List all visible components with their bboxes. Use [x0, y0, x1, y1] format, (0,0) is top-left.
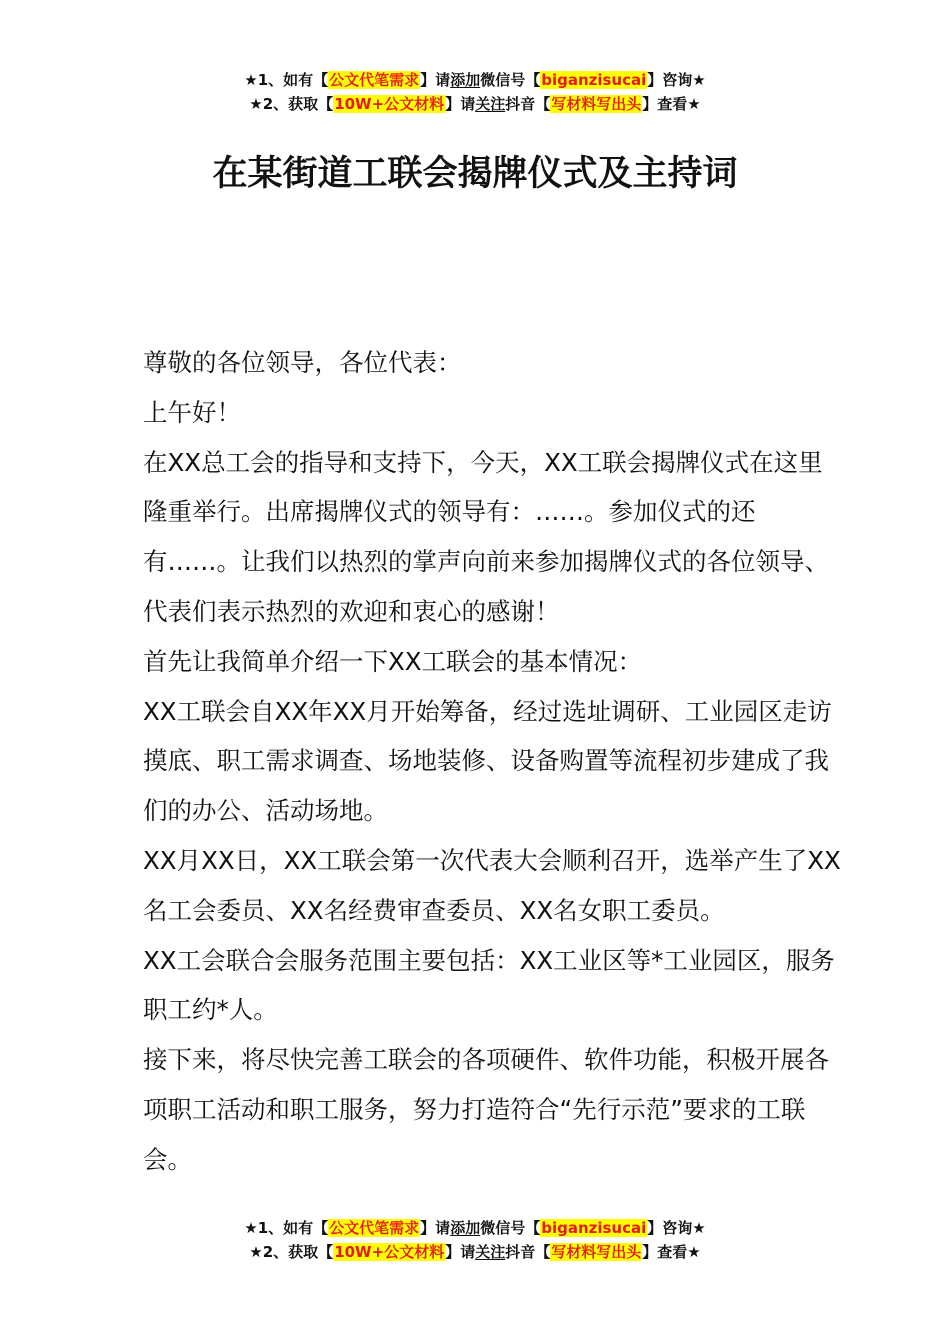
promo-underlined: 关注: [475, 1243, 506, 1261]
promo-line-2: [0, 92, 950, 116]
promo-text: 】请: [445, 95, 476, 113]
promo-underlined: 添加: [450, 71, 481, 89]
paragraph: 首先让我简单介绍一下XX工联会的基本情况：: [143, 646, 643, 676]
promo-text: 】咨询★: [647, 1219, 706, 1237]
promo-underlined: 关注: [475, 95, 506, 113]
promo-text: 抖音【: [505, 95, 551, 113]
document-title: 在某街道工联会揭牌仪式及主持词: [212, 154, 738, 194]
promo-text: 】请: [420, 71, 451, 89]
promo-text: ★2、获取【: [249, 95, 334, 113]
promo-text: ★2、获取【: [249, 1243, 334, 1261]
promo-text: 】查看★: [642, 95, 701, 113]
promo-text: 微信号【: [480, 1219, 541, 1237]
promo-highlight: 写材料写出头: [551, 95, 642, 113]
promo-banner-bottom: [0, 1216, 950, 1264]
promo-text: 微信号【: [480, 71, 541, 89]
promo-banner-top: [0, 68, 950, 116]
paragraph: 接下来，将尽快完善工联会的各项硬件、软件功能，积极开展各项职工活动和职工服务，努力打造符合“先行示范”要求的工联会。: [143, 1045, 829, 1174]
promo-text: 】请: [445, 1243, 476, 1261]
promo-highlight: 10W+公文材料: [334, 95, 445, 113]
document-body: [143, 338, 843, 1185]
promo-text: ★1、如有【: [244, 71, 329, 89]
promo-highlight: biganzisucai: [541, 71, 647, 89]
promo-text: 】咨询★: [647, 71, 706, 89]
paragraph: 尊敬的各位领导，各位代表：: [143, 348, 462, 377]
promo-text: ★1、如有【: [244, 1219, 329, 1237]
promo-highlight: 公文代笔需求: [329, 1219, 420, 1237]
promo-text: 】查看★: [642, 1243, 701, 1261]
promo-highlight: 公文代笔需求: [329, 71, 420, 89]
promo-highlight: biganzisucai: [541, 1219, 647, 1237]
promo-text: 】请: [420, 1219, 451, 1237]
promo-highlight: 10W+公文材料: [334, 1243, 445, 1261]
paragraph: XX工会联合会服务范围主要包括：XX工业区等*工业园区，服务职工约*人。: [143, 945, 835, 1025]
promo-text: 抖音【: [505, 1243, 551, 1261]
promo-highlight: 写材料写出头: [551, 1243, 642, 1261]
paragraph: XX月XX日，XX工联会第一次代表大会顺利召开，选举产生了XX名工会委员、XX名经费审查委员、XX名女职工委员。: [143, 845, 841, 925]
promo-line-2: [0, 1240, 950, 1264]
paragraph: 上午好！: [143, 397, 241, 427]
paragraph: 在XX总工会的指导和支持下，今天，XX工联会揭牌仪式在这里隆重举行。出席揭牌仪式的领导有：……。参加仪式的还有……。让我们以热烈的掌声向前来参加揭牌仪式的各位领导、代表们表示热烈的欢迎和衷心的感谢！: [143, 447, 829, 626]
promo-underlined: 添加: [450, 1219, 481, 1237]
promo-line-1: [0, 1216, 950, 1240]
promo-line-1: [0, 68, 950, 92]
paragraph: XX工联会自XX年XX月开始筹备，经过选址调研、工业园区走访摸底、职工需求调查、场地装修、设备购置等流程初步建成了我们的办公、活动场地。: [143, 696, 832, 826]
